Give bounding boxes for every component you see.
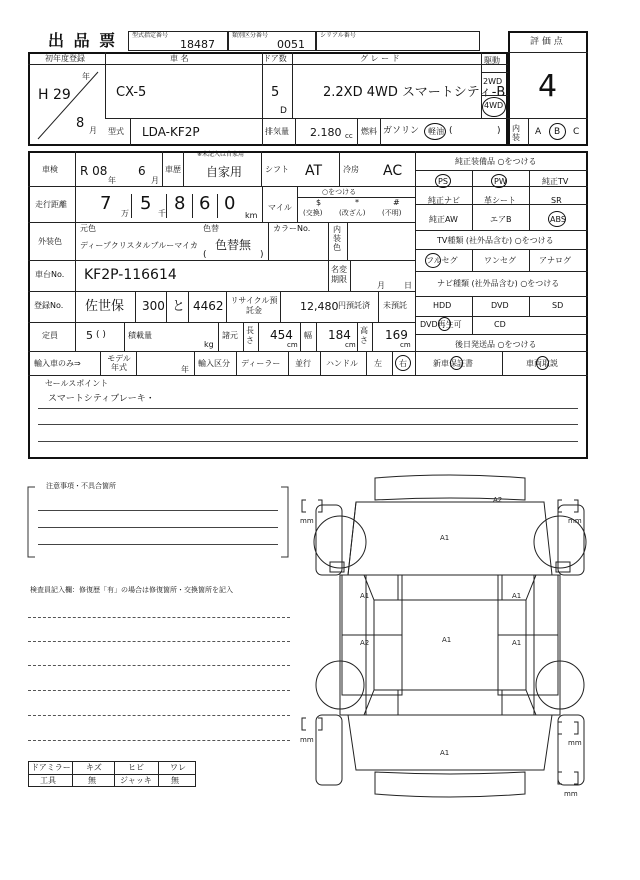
divider: [320, 351, 321, 375]
drive-4wd: 4WD: [484, 101, 504, 110]
capacity-label: 定員: [42, 331, 58, 340]
divider: [217, 194, 218, 218]
reg-class: 300: [142, 299, 165, 313]
navi-dvd-play: DVD再生可: [420, 320, 462, 329]
height-label: 高さ: [360, 326, 368, 345]
interior-c: C: [573, 127, 580, 137]
first-reg-era: H 29: [38, 87, 71, 103]
orig-color-label: 元色: [80, 224, 96, 233]
mm-label-fr: mm: [568, 517, 582, 525]
acc-jack-label: ジャッキ: [120, 776, 152, 785]
first-reg-month: 8: [76, 116, 85, 131]
car-diagram: [300, 470, 600, 820]
interior-b: B: [554, 127, 561, 137]
shaken-era: R 08: [80, 164, 108, 178]
len-unit: cm: [287, 341, 298, 349]
navi-hdd: HDD: [433, 301, 452, 310]
dims-label: 諸元: [222, 331, 238, 340]
divider: [300, 322, 301, 351]
equip-item-aw: 純正AW: [429, 215, 458, 224]
interior-a: A: [535, 127, 542, 137]
divider: [339, 151, 340, 186]
damage-mark-hood: A1: [440, 534, 450, 542]
cert-value: 18487: [180, 38, 215, 51]
mark-note: ○をつける: [322, 188, 357, 196]
recycle-label: リサイクル預託金: [230, 296, 278, 315]
shift-label: シフト: [265, 165, 289, 174]
divider: [415, 249, 588, 250]
sales-line: [38, 424, 578, 425]
divider: [100, 351, 101, 375]
divider: [28, 774, 196, 775]
divider: [357, 118, 358, 146]
shaken-label: 車検: [42, 165, 58, 174]
shift-value: AT: [305, 163, 323, 179]
notes-bracket: [27, 482, 289, 562]
divider: [292, 52, 293, 119]
navi-sd: SD: [552, 301, 564, 310]
repaint-label: 色替: [203, 224, 219, 233]
mark-star: *: [355, 198, 359, 207]
sales-text: スマートシティブレーキ・: [48, 394, 155, 404]
divider: [472, 170, 473, 230]
navi-dvd-play-circle: [438, 317, 451, 331]
divider: [261, 151, 262, 186]
acc-jack-value: 無: [171, 776, 179, 785]
handle-right: 右: [399, 359, 407, 368]
divider: [328, 260, 329, 291]
acc-tool-label: 工具: [40, 776, 56, 785]
post-warranty: 新車保証書: [433, 359, 473, 368]
cooler-value: AC: [383, 163, 403, 179]
divider: [135, 291, 136, 322]
color-no-label: カラーNo.: [273, 224, 311, 233]
tv-fullseg-circle: [425, 253, 441, 268]
height-unit: cm: [400, 341, 411, 349]
recycle-unit: 円預託済: [338, 301, 370, 310]
fuel-diesel-circle: [424, 123, 446, 140]
shaken-year-unit: 年: [108, 176, 116, 185]
divider: [131, 194, 132, 218]
inspector-line: [28, 641, 290, 642]
tv-oneseg: ワンセグ: [484, 256, 516, 265]
damage-mark-bumper-front: A2: [493, 496, 503, 504]
divider: [366, 351, 367, 375]
divider: [194, 351, 195, 375]
serial-label: シリアル番号: [320, 32, 356, 39]
damage-mark-right-rear-door: A1: [512, 639, 522, 647]
divider: [502, 351, 503, 375]
first-reg-label: 初年度登録: [45, 54, 85, 63]
interior-color-label: 内装色: [333, 225, 341, 252]
sales-label: セールスポイント: [45, 379, 109, 388]
divider: [528, 118, 529, 146]
displacement-value: 2.180: [310, 126, 342, 139]
mark-dollar-sub: (交換): [303, 209, 323, 217]
shaken-month-unit: 月: [151, 176, 159, 185]
drive-4wd-circle: [482, 97, 506, 117]
divider: [268, 222, 269, 260]
equip-item-airbag: エアB: [490, 215, 512, 224]
notes-line: [38, 510, 278, 511]
mileage-digit-3: 8: [174, 193, 186, 214]
equip-item-navi: 純正ナビ: [428, 196, 460, 205]
dealer: ディーラー: [241, 359, 281, 368]
sales-line: [38, 408, 578, 409]
damage-mark-roof: A1: [442, 636, 452, 644]
orig-color-value: ディープクリスタルブルーマイカ: [80, 241, 198, 250]
divider: [162, 151, 163, 186]
history-value: 自家用: [206, 165, 243, 179]
cert-label: 型式指定番号: [132, 32, 169, 39]
divider: [508, 52, 588, 53]
mm-label-rear: mm: [564, 790, 578, 798]
divider: [105, 52, 106, 119]
model-year-unit: 年: [181, 365, 189, 374]
mileage-digit-2: 5: [140, 193, 152, 214]
damage-mark-left-rear-door: A2: [360, 639, 370, 647]
divider: [280, 291, 281, 322]
divider: [124, 322, 125, 351]
tv-fullseg: フルセグ: [426, 256, 458, 265]
man-unit: 万: [121, 209, 129, 218]
acc-header-crack: ヒビ: [128, 763, 144, 772]
mileage-digit-1: 7: [100, 193, 112, 214]
divider: [415, 230, 588, 231]
acc-header-break: ワレ: [170, 763, 186, 772]
divider: [347, 222, 348, 260]
history-label: 車歴: [165, 165, 181, 174]
kg-unit: kg: [204, 340, 214, 349]
inspector-line: [28, 740, 290, 741]
grade-score-label: 評 価 点: [530, 37, 563, 47]
divider: [28, 375, 588, 376]
damage-mark-trunk: A1: [440, 749, 450, 757]
divider: [262, 186, 263, 222]
cooler-label: 冷房: [343, 165, 359, 174]
divider: [158, 761, 159, 787]
divider: [415, 296, 588, 297]
divider: [378, 291, 379, 322]
divider: [372, 322, 373, 351]
fuel-paren-open: (: [449, 126, 453, 136]
width-value: 184: [328, 328, 351, 342]
divider: [258, 322, 259, 351]
divider: [236, 351, 237, 375]
divider: [316, 322, 317, 351]
doors-label: ドア数: [263, 54, 287, 63]
divider: [28, 351, 588, 352]
post-warranty-circle: [450, 356, 463, 370]
equip-item-pw: PW: [494, 177, 507, 186]
navi-label: ナビ種類 (社外品含む) ○をつける: [437, 279, 560, 288]
divider: [72, 761, 73, 787]
tv-label: TV種類 (社外品含む) ○をつける: [437, 236, 554, 245]
mark-hash: #: [393, 198, 400, 207]
divider: [380, 118, 381, 146]
divider: [392, 351, 393, 375]
divider: [481, 72, 508, 73]
divider: [529, 170, 530, 230]
class-value: 0051: [277, 38, 305, 51]
handle-right-circle: [395, 355, 411, 371]
divider: [472, 249, 473, 271]
post-manual-circle: [536, 356, 549, 370]
genuine-label: 純正装備品 ○をつける: [455, 157, 537, 166]
divider: [415, 271, 588, 272]
reg-label: 登録No.: [34, 301, 64, 310]
divider: [529, 296, 530, 316]
divider: [415, 170, 588, 171]
grade-score-value: 4: [538, 69, 558, 104]
reg-place: 佐世保: [85, 299, 125, 314]
equip-abs-circle: [548, 211, 566, 227]
import-type-label: 輸入区分: [198, 359, 230, 368]
divider: [75, 151, 76, 351]
fuel-gasoline: ガソリン: [383, 126, 420, 136]
divider: [183, 151, 184, 186]
grade-value: 2.2XD 4WD スマートシティ-B: [323, 85, 506, 100]
divider: [28, 260, 415, 261]
mileage-digit-4: 6: [199, 193, 211, 214]
repaint-paren-close: ): [260, 250, 264, 260]
shaken-month: 6: [138, 164, 146, 178]
mileage-digit-5: 0: [224, 193, 236, 214]
mile-label: マイル: [268, 203, 292, 212]
divider: [114, 761, 115, 787]
inspector-line: [28, 690, 290, 691]
damage-mark-left-front-door: A1: [360, 592, 370, 600]
sales-line: [38, 441, 578, 442]
mark-hash-sub: (不明): [382, 209, 402, 217]
len-label: 長さ: [246, 326, 254, 345]
displacement-label: 排気量: [265, 127, 289, 136]
chassis-value: KF2P-116614: [84, 267, 177, 283]
parallel: 並行: [295, 359, 311, 368]
divider: [297, 186, 298, 222]
tv-analog: アナログ: [539, 256, 571, 265]
history-note: ※未記入は自家用: [197, 151, 245, 158]
divider: [415, 334, 588, 335]
divider: [28, 222, 415, 223]
inspector-label: 検査員記入欄：修復歴「有」の場合は修復箇所・交換箇所を記入: [30, 586, 233, 594]
post-manual: 車両取説: [526, 359, 558, 368]
mark-star-sub: (改ざん): [339, 209, 366, 217]
nc-month: 月: [377, 281, 385, 290]
inspector-line: [28, 715, 290, 716]
divider: [357, 322, 358, 351]
drive-label: 駆動: [484, 56, 500, 65]
model-value: LDA-KF2P: [142, 125, 200, 139]
handle-label: ハンドル: [326, 359, 358, 368]
km-unit: km: [245, 211, 258, 220]
month-suffix: 月: [89, 126, 97, 135]
width-unit: cm: [345, 341, 356, 349]
recycle-unpaid: 未預託: [383, 301, 407, 310]
notes-label: 注意事項・不具合箇所: [46, 482, 116, 490]
load-label: 積載量: [128, 331, 152, 340]
acc-tool-value: 無: [88, 776, 96, 785]
import-label: 輸入車のみ⇒: [34, 359, 81, 368]
equip-item-tv: 純正TV: [542, 177, 569, 186]
doors-suffix: D: [280, 106, 287, 116]
exterior-label: 外装色: [38, 237, 62, 246]
class-label: 類別区分番号: [232, 32, 269, 39]
repaint-paren-open: (: [203, 250, 207, 260]
name-change-label: 名変期限: [331, 265, 347, 284]
car-name-value: CX-5: [116, 85, 147, 100]
handle-left: 左: [374, 359, 382, 368]
fuel-paren-close: ): [497, 126, 501, 136]
height-value: 169: [385, 328, 408, 342]
divider: [288, 351, 289, 375]
capacity-value: 5: [86, 329, 93, 342]
fuel-label: 燃料: [361, 127, 377, 136]
interior-label: 内装: [512, 124, 520, 142]
divider: [481, 95, 508, 96]
divider: [28, 291, 415, 292]
car-name-label: 車 名: [170, 54, 189, 63]
grade-label: グ レ ー ド: [360, 54, 400, 63]
equip-item-ps: PS: [438, 177, 448, 186]
divider: [262, 52, 263, 146]
model-year-label: モデル年式: [107, 354, 131, 372]
cc-unit: cc: [345, 132, 353, 140]
divider: [529, 249, 530, 271]
len-value: 454: [270, 328, 293, 342]
model-label: 型式: [108, 127, 124, 136]
mark-dollar: $: [316, 198, 322, 207]
equip-item-abs: ABS: [550, 215, 566, 224]
equip-item-sr: SR: [551, 196, 562, 205]
fuel-diesel: 軽油: [428, 127, 444, 136]
inspector-line: [28, 665, 290, 666]
repaint-value: 色替無: [215, 238, 252, 252]
equip-pw-circle: [491, 174, 507, 188]
divider: [130, 118, 131, 146]
doors-value: 5: [271, 85, 280, 100]
interior-b-circle: [549, 123, 566, 140]
divider: [188, 291, 189, 322]
divider: [192, 194, 193, 218]
drive-2wd: 2WD: [483, 77, 503, 86]
divider: [136, 351, 137, 375]
chassis-label: 車台No.: [35, 270, 65, 279]
divider: [295, 118, 296, 146]
form-title: 出 品 票: [48, 31, 118, 50]
divider: [218, 322, 219, 351]
divider: [472, 296, 473, 334]
divider: [328, 222, 329, 260]
equip-item-leather: 革シート: [484, 196, 516, 205]
reg-number: 4462: [193, 299, 224, 313]
notes-line: [38, 544, 278, 545]
divider: [350, 260, 351, 291]
post-label: 後日発送品 ○をつける: [455, 340, 537, 349]
divider: [508, 118, 588, 119]
acc-header-scratch: キズ: [86, 763, 102, 772]
mileage-label: 走行距離: [35, 200, 67, 209]
divider: [166, 291, 167, 322]
recycle-value: 12,480: [300, 300, 339, 313]
mm-label-rr: mm: [568, 739, 582, 747]
divider: [105, 118, 508, 119]
navi-cd: CD: [494, 320, 506, 329]
divider: [415, 151, 416, 375]
navi-dvd: DVD: [491, 301, 509, 310]
capacity-paren: ( ): [96, 330, 106, 340]
divider: [226, 291, 227, 322]
reg-kana: と: [172, 299, 186, 314]
sen-unit: 千: [158, 209, 166, 218]
width-label: 幅: [304, 331, 312, 340]
year-suffix: 年: [82, 72, 90, 81]
acc-header-mirror: ドアミラー: [31, 763, 71, 772]
mm-label-fl: mm: [300, 517, 314, 525]
notes-line: [38, 527, 278, 528]
divider: [166, 194, 167, 218]
nc-day: 日: [404, 281, 412, 290]
equip-ps-circle: [435, 174, 451, 188]
damage-mark-right-front-door: A1: [512, 592, 522, 600]
divider: [243, 322, 244, 351]
inspector-line: [28, 617, 290, 618]
mm-label-rl: mm: [300, 736, 314, 744]
